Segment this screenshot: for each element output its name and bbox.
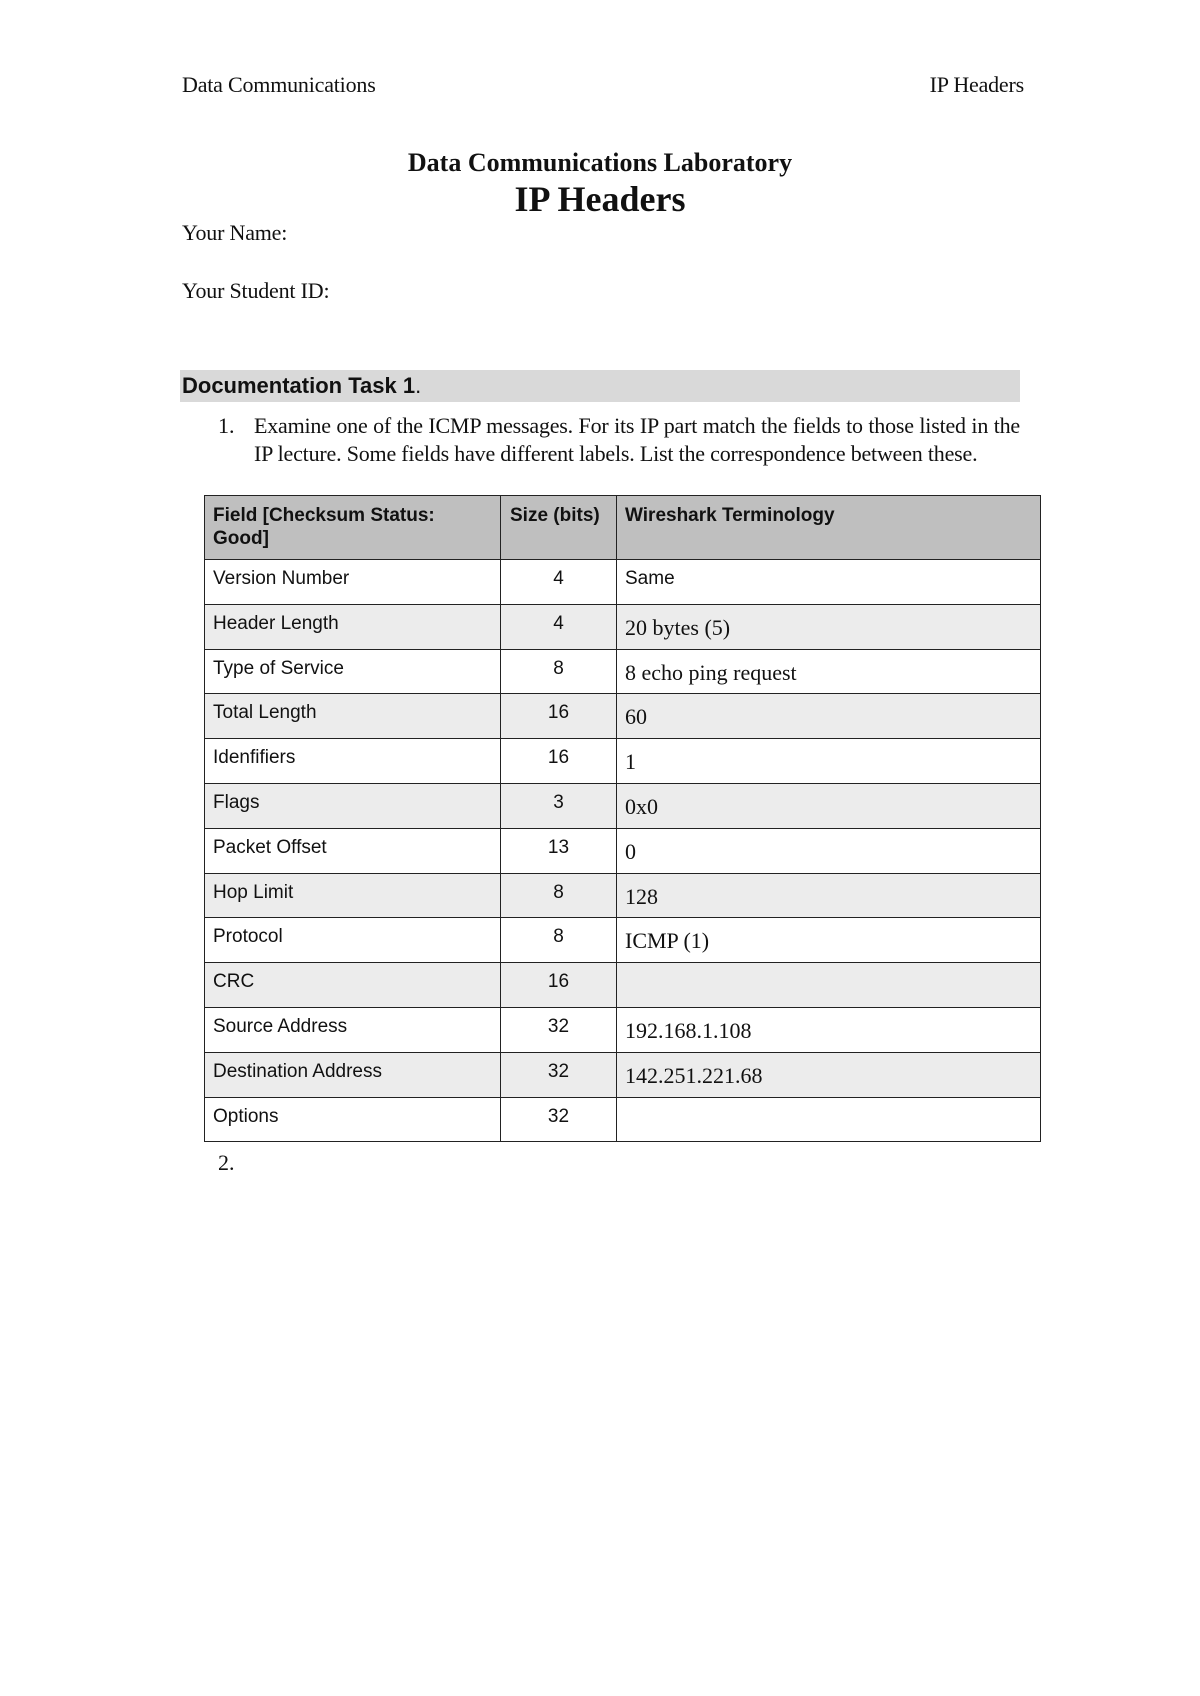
cell-size: 32 <box>501 1097 617 1142</box>
cell-terminology: 142.251.221.68 <box>617 1052 1041 1097</box>
running-header-left: Data Communications <box>182 72 376 97</box>
cell-field: Packet Offset <box>205 828 501 873</box>
cell-field: Destination Address <box>205 1052 501 1097</box>
cell-size: 16 <box>501 694 617 739</box>
table-row <box>205 963 1041 1008</box>
cell-size: 3 <box>501 783 617 828</box>
document-subtitle: IP Headers <box>514 179 686 219</box>
cell-terminology: Same <box>617 560 1041 605</box>
question-1-text: Examine one of the ICMP messages. For its IP part match the fields to those listed in the IP lecture. Some fields have different labels. List the correspondence between these. <box>254 413 1020 466</box>
cell-size: 32 <box>501 1007 617 1052</box>
cell-field: Type of Service <box>205 649 501 694</box>
table-row <box>205 828 1041 873</box>
cell-size: 4 <box>501 560 617 605</box>
cell-field: Hop Limit <box>205 873 501 918</box>
cell-terminology: 128 <box>617 873 1041 918</box>
table-row <box>205 1052 1041 1097</box>
cell-size: 16 <box>501 739 617 784</box>
cell-terminology: 20 bytes (5) <box>617 604 1041 649</box>
cell-terminology <box>617 963 1041 1008</box>
name-label: Your Name: <box>182 220 288 245</box>
cell-size: 8 <box>501 649 617 694</box>
document-title: Data Communications Laboratory <box>407 148 793 177</box>
table-row <box>205 918 1041 963</box>
cell-terminology: 0x0 <box>617 783 1041 828</box>
cell-field: CRC <box>205 963 501 1008</box>
task-heading-suffix: . <box>415 373 422 398</box>
cell-terminology: 1 <box>617 739 1041 784</box>
table-row <box>205 560 1041 605</box>
table-row <box>205 739 1041 784</box>
cell-field: Source Address <box>205 1007 501 1052</box>
column-header-size: Size (bits) <box>501 496 617 560</box>
table-header-row <box>205 496 1041 560</box>
ip-fields-table <box>204 495 1041 1142</box>
cell-size: 32 <box>501 1052 617 1097</box>
cell-terminology: 8 echo ping request <box>617 649 1041 694</box>
cell-size: 13 <box>501 828 617 873</box>
running-header-right: IP Headers <box>929 72 1024 97</box>
cell-field: Idenfifiers <box>205 739 501 784</box>
cell-field: Flags <box>205 783 501 828</box>
table-row <box>205 873 1041 918</box>
table-row <box>205 1097 1041 1142</box>
column-header-field: Field [Checksum Status: Good] <box>205 496 501 560</box>
cell-field: Protocol <box>205 918 501 963</box>
table-row <box>205 694 1041 739</box>
table-row <box>205 604 1041 649</box>
task-heading: Documentation Task 1 <box>182 373 416 398</box>
cell-field: Total Length <box>205 694 501 739</box>
task-heading-bar <box>180 370 1020 402</box>
question-1-number: 1. <box>218 413 235 438</box>
cell-field: Version Number <box>205 560 501 605</box>
cell-terminology: ICMP (1) <box>617 918 1041 963</box>
cell-terminology: 192.168.1.108 <box>617 1007 1041 1052</box>
table-row <box>205 649 1041 694</box>
table-row <box>205 1007 1041 1052</box>
cell-size: 16 <box>501 963 617 1008</box>
cell-field: Header Length <box>205 604 501 649</box>
cell-terminology <box>617 1097 1041 1142</box>
student-id-label: Your Student ID: <box>182 278 330 303</box>
cell-field: Options <box>205 1097 501 1142</box>
table-row <box>205 783 1041 828</box>
cell-terminology: 60 <box>617 694 1041 739</box>
cell-terminology: 0 <box>617 828 1041 873</box>
cell-size: 8 <box>501 918 617 963</box>
question-2-number: 2. <box>218 1150 235 1175</box>
cell-size: 4 <box>501 604 617 649</box>
question-1 <box>218 412 1020 468</box>
column-header-terminology: Wireshark Terminology <box>617 496 1041 560</box>
cell-size: 8 <box>501 873 617 918</box>
